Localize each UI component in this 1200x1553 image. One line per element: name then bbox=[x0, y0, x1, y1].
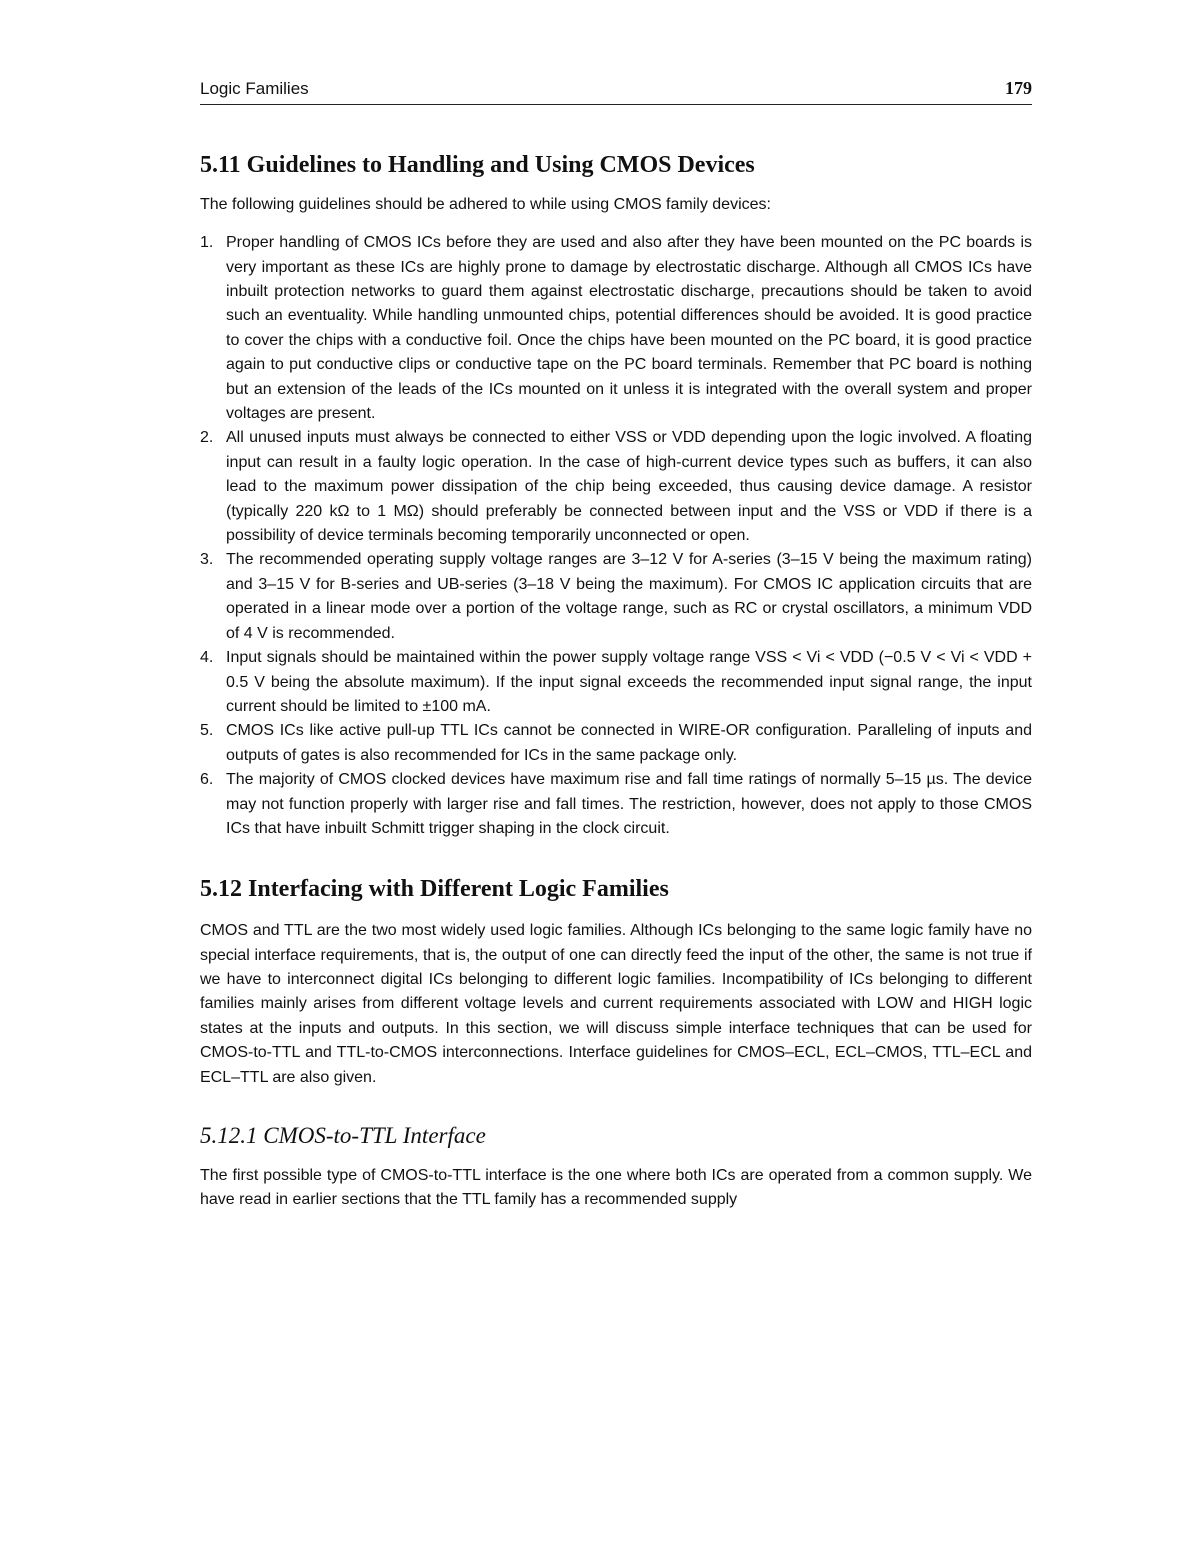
guideline-number: 6. bbox=[200, 771, 214, 789]
section-5-12-body: CMOS and TTL are the two most widely used logic families. Although ICs belonging to the same logic family have no special interface requirements, that is, the output of one can directly feed the input of the other, the same is not true if we have to interconnect digital ICs belonging to different logic families. Incompatibility of ICs belonging to different families mainly arises from different voltage levels and current requirements associated with LOW and HIGH logic states at the inputs and outputs. In this section, we will discuss simple interface techniques that can be used for CMOS-to-TTL and TTL-to-CMOS interconnections. Interface guidelines for CMOS–ECL, ECL–CMOS, TTL–ECL and ECL–TTL are also given. bbox=[200, 922, 1032, 1086]
guideline-text: The majority of CMOS clocked devices have maximum rise and fall time ratings of normally 5–15 µs. The device may not function properly with larger rise and fall times. The restriction, however, does not apply to those CMOS ICs that have inbuilt Schmitt trigger shaping in the clock circuit. bbox=[226, 771, 1032, 837]
section-5-12-1-body: The first possible type of CMOS-to-TTL interface is the one where both ICs are operated from a common supply. We have read in earlier sections that the TTL family has a recommended supply bbox=[200, 1166, 1032, 1208]
running-header bbox=[200, 78, 1032, 105]
guideline-item-6 bbox=[200, 768, 1032, 841]
guidelines-list bbox=[200, 231, 1032, 841]
guideline-number: 5. bbox=[200, 722, 214, 740]
section-5-11-heading: 5.11 Guidelines to Handling and Using CMOS Devices bbox=[200, 152, 755, 178]
section-5-11-intro: The following guidelines should be adhered to while using CMOS family devices: bbox=[200, 195, 771, 213]
guideline-number: 1. bbox=[200, 234, 214, 252]
guideline-text: All unused inputs must always be connected to either VSS or VDD depending upon the logic involved. A floating input can result in a faulty logic operation. In the case of high-current device types such as buffers, it can also lead to the maximum power dissipation of the chip being exceeded, thus causing device damage. A resistor (typically 220 kΩ to 1 MΩ) should preferably be connected between input and the VSS or VDD if there is a possibility of device terminals becoming temporarily unconnected or open. bbox=[226, 429, 1032, 545]
guideline-number: 3. bbox=[200, 551, 214, 569]
guideline-text: Proper handling of CMOS ICs before they are used and also after they have been mounted on the PC boards is very important as these ICs are highly prone to damage by electrostatic discharge. Although all CMOS ICs have inbuilt protection networks to guard them against electrostatic discharge, precautions should be taken to avoid such an eventuality. While handling unmounted chips, potential differences should be avoided. It is good practice to cover the chips with a conductive foil. Once the chips have been mounted on the PC board, it is good practice again to put conductive clips or conductive tape on the PC board terminals. Remember that PC board is nothing but an extension of the leads of the ICs mounted on it unless it is integrated with the overall system and proper voltages are present. bbox=[226, 234, 1032, 423]
document-page bbox=[200, 78, 1032, 1212]
guideline-item-1 bbox=[200, 231, 1032, 426]
guideline-text: CMOS ICs like active pull-up TTL ICs cannot be connected in WIRE-OR configuration. Paralleling of inputs and outputs of gates is also recommended for ICs in the same package only. bbox=[226, 722, 1032, 764]
section-5-12-heading: 5.12 Interfacing with Different Logic Families bbox=[200, 876, 669, 903]
guideline-text: Input signals should be maintained within the power supply voltage range VSS < Vi < VDD (−0.5 V < Vi < VDD + 0.5 V being the absolute maximum). If the input signal exceeds the recommended input signal range, the input current should be limited to ±100 mA. bbox=[226, 649, 1032, 715]
section-5-12-1-heading: 5.12.1 CMOS-to-TTL Interface bbox=[200, 1123, 486, 1148]
guideline-number: 4. bbox=[200, 649, 214, 667]
guideline-item-3 bbox=[200, 548, 1032, 646]
guideline-item-4 bbox=[200, 646, 1032, 719]
guideline-item-2 bbox=[200, 426, 1032, 548]
guideline-number: 2. bbox=[200, 429, 214, 447]
page-number: 179 bbox=[1005, 78, 1032, 98]
guideline-item-5 bbox=[200, 719, 1032, 768]
running-title: Logic Families bbox=[200, 79, 309, 98]
guideline-text: The recommended operating supply voltage ranges are 3–12 V for A-series (3–15 V being the maximum rating) and 3–15 V for B-series and UB-series (3–18 V being the maximum). For CMOS IC application circuits that are operated in a linear mode over a portion of the voltage range, such as RC or crystal oscillators, a minimum VDD of 4 V is recommended. bbox=[226, 551, 1032, 642]
